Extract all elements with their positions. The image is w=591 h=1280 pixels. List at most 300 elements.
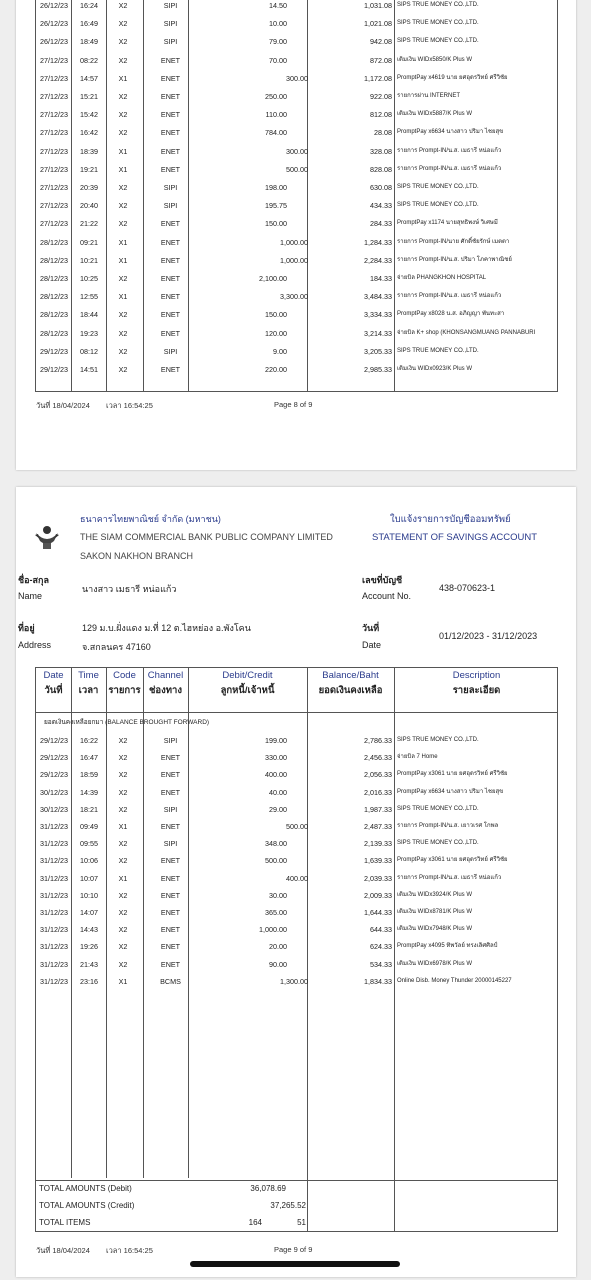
cell-debit: 330.00 [265,753,287,763]
table-row [36,234,559,251]
cell-description: รายการ Prompt-IN/น.ส. เยาวเรศ โกพล [397,823,499,829]
statement-page-8 [16,0,576,470]
cell-time: 19:26 [80,942,98,952]
cell-debit: 400.00 [265,770,287,780]
table-row [36,88,559,105]
cell-balance: 184.33 [370,274,392,283]
cell-time: 14:57 [80,73,98,83]
cell-time: 21:43 [80,959,98,969]
cell-description: รายการ Prompt-IN/น.ส. ปริมา โภคาพาณิชย์ [397,256,512,263]
table-row [36,325,559,342]
cell-time: 18:49 [80,37,98,47]
cell-code: X2 [118,110,128,120]
table-row [36,270,559,287]
cell-code: X2 [118,839,128,849]
cell-code: X1 [118,146,128,156]
cell-description: Online Disb. Money Thunder 20000145227 [397,977,512,984]
cell-balance: 3,205.33 [364,346,392,356]
cell-debit: 70.00 [269,55,287,65]
table-row [36,52,559,69]
account-number: 438-070623-1 [439,583,496,593]
cell-date: 27/12/23 [40,146,68,156]
cell-debit: 40.00 [269,787,287,797]
cell-channel: ENET [160,822,181,831]
account-label-en: Account No. [362,591,412,601]
cell-description: เติมเงิน WIDx7948/K Plus W [397,926,472,933]
table-row [36,252,559,269]
cell-time: 18:44 [80,310,98,320]
cell-date: 29/12/23 [40,770,68,780]
cell-time: 14:51 [80,365,98,374]
cell-date: 27/12/23 [40,73,68,83]
cell-debit: 784.00 [265,128,287,138]
cell-time: 10:06 [80,856,98,866]
table-row [36,0,559,14]
cell-description: SIPS TRUE MONEY CO.,LTD. [397,184,479,190]
cell-time: 16:49 [80,19,98,29]
cell-channel: ENET [160,925,181,935]
cell-description: จ่ายบิล PHANGKHON HOSPITAL [397,275,487,281]
cell-debit: 14.50 [269,1,287,10]
col-header-description: Description รายละเอียด [452,670,501,696]
cell-channel: ENET [160,959,181,969]
cell-debit: 220.00 [265,365,287,374]
cell-code: X2 [118,787,128,797]
cell-description: PromptPay x4095 ทิพวัลย์ ทรงเลิศศิลป์ [397,943,498,950]
cell-code: X2 [118,942,128,952]
cell-date: 29/12/23 [40,753,68,763]
cell-description: จ่ายบิล K+ shop (KHONSANGMUANG PANNABURI [397,329,536,336]
date-label-th: วันที่ [362,623,380,633]
cell-channel: SIPI [163,839,178,849]
col-header-time: Time เวลา [78,670,99,696]
table-row [36,801,559,818]
cell-description: SIPS TRUE MONEY CO.,LTD. [397,840,479,847]
print-time: เวลา 16:54:25 [106,1246,153,1255]
cell-description: PromptPay x6634 นางสาว ปริมา ไชยสุข [397,788,504,795]
cell-channel: SIPI [163,1,178,10]
address-label-th: ที่อยู่ [18,623,35,633]
cell-time: 10:10 [80,890,98,900]
cell-description: SIPS TRUE MONEY CO.,LTD. [397,202,479,209]
cell-description: จ่ายบิล 7 Home [397,754,438,761]
cell-channel: ENET [160,908,181,917]
cell-balance: 3,334.33 [364,310,392,320]
balance-brought-forward: ยอดเงินคงเหลือยกมา (BALANCE BROUGHT FORWARD) [44,719,210,726]
cell-code: X2 [118,92,128,101]
address-line-1: 129 ม.บ.ฝั่งแดง ม.ที่ 12 ต.ไฮหย่อง อ.พังโคน [82,623,251,633]
cell-credit: 300.00 [286,73,308,83]
cell-date: 30/12/23 [40,787,68,797]
cell-date: 29/12/23 [40,346,68,356]
cell-date: 27/12/23 [40,92,68,101]
cell-date: 31/12/23 [40,890,68,900]
cell-time: 18:21 [80,804,98,814]
cell-time: 23:16 [80,976,98,986]
cell-date: 28/12/23 [40,328,68,338]
cell-time: 09:55 [80,839,98,849]
account-holder-name: นางสาว เมธารี หน่อแก้ว [82,584,177,594]
cell-debit: 1,000.00 [259,925,287,935]
cell-time: 14:39 [80,787,98,797]
cell-credit: 3,300.00 [280,292,308,302]
cell-time: 08:12 [80,346,98,356]
table-row [36,956,559,973]
bank-name-th: ธนาคารไทยพาณิชย์ จำกัด (มหาชน) [80,514,221,524]
table-row [36,835,559,852]
cell-channel: ENET [160,787,181,797]
cell-time: 19:23 [80,328,98,338]
date-label-en: Date [362,640,382,650]
cell-debit: 150.00 [265,310,287,320]
cell-balance: 284.33 [370,219,392,229]
total-debit-label: TOTAL AMOUNTS (Debit) [39,1184,132,1193]
cell-channel: SIPI [163,736,178,745]
table-row [36,852,559,869]
cell-description: เติมเงิน WIDx0923/K Plus W [397,366,472,372]
cell-channel: SIPI [163,201,178,211]
cell-debit: 29.00 [269,804,287,814]
cell-channel: ENET [160,255,181,265]
cell-time: 15:42 [80,110,98,120]
home-indicator[interactable] [190,1261,400,1267]
table-row [36,15,559,32]
table-row [36,343,559,360]
total-credit-label: TOTAL AMOUNTS (Credit) [39,1201,135,1210]
table-row [36,288,559,305]
cell-balance: 28.08 [374,128,392,138]
cell-date: 26/12/23 [40,37,68,47]
cell-date: 30/12/23 [40,804,68,814]
cell-code: X2 [118,804,128,814]
cell-description: เติมเงิน WIDx6978/K Plus W [397,960,472,967]
cell-balance: 828.08 [370,164,392,174]
cell-date: 31/12/23 [40,839,68,849]
cell-balance: 2,456.33 [364,753,392,763]
cell-date: 28/12/23 [40,292,68,302]
cell-credit: 500.00 [286,822,308,831]
address-label-en: Address [18,640,52,650]
cell-channel: ENET [160,92,181,101]
page-number: Page 8 of 9 [274,400,313,409]
cell-date: 27/12/23 [40,164,68,174]
cell-credit: 400.00 [286,873,308,883]
table-row [36,887,559,904]
print-time: เวลา 16:54:25 [106,401,153,410]
address-line-2: จ.สกลนคร 47160 [82,642,151,652]
cell-date: 27/12/23 [40,201,68,211]
cell-channel: ENET [160,164,181,174]
cell-channel: ENET [160,55,181,65]
cell-time: 16:24 [80,1,98,10]
cell-date: 26/12/23 [40,1,68,10]
col-header-debit-credit: Debit/Credit ลูกหนี้/เจ้าหนี้ [220,670,275,696]
table-row [36,818,559,835]
cell-code: X2 [118,736,128,745]
transactions-table-page-8 [35,0,558,392]
table-row [36,161,559,178]
cell-time: 21:22 [80,219,98,229]
cell-channel: ENET [160,873,181,883]
cell-balance: 2,786.33 [364,736,392,745]
cell-balance: 942.08 [370,37,392,47]
cell-date: 29/12/23 [40,365,68,374]
cell-debit: 250.00 [265,92,287,101]
cell-debit: 500.00 [265,856,287,866]
cell-code: X2 [118,890,128,900]
table-row [36,215,559,232]
cell-code: X2 [118,55,128,65]
cell-date: 31/12/23 [40,942,68,952]
cell-date: 31/12/23 [40,959,68,969]
cell-time: 18:39 [80,146,98,156]
statement-title-th: ใบแจ้งรายการบัญชีออมทรัพย์ [390,514,511,525]
total-debit-value: 36,078.69 [250,1184,286,1193]
cell-time: 10:21 [80,255,98,265]
cell-balance: 812.08 [370,110,392,120]
cell-code: X2 [118,310,128,320]
cell-balance: 534.33 [370,959,392,969]
totals-divider [36,1180,557,1181]
cell-channel: ENET [160,856,181,866]
cell-balance: 1,021.08 [364,19,392,29]
cell-date: 31/12/23 [40,873,68,883]
cell-description: PromptPay x3061 นาย ยศอุดรวิทย์ ศรีวิชัย [397,771,508,778]
cell-description: รายการ Prompt-IN/น.ส. เมธารี หน่อแก้ว [397,165,502,172]
cell-balance: 434.33 [370,201,392,211]
total-items-label: TOTAL ITEMS [39,1218,91,1227]
cell-time: 10:07 [80,873,98,883]
total-credit-value: 37,265.52 [270,1201,306,1210]
cell-description: เติมเงิน WIDx5850/K Plus W [397,56,472,63]
cell-balance: 1,172.08 [364,73,392,83]
cell-balance: 872.08 [370,55,392,65]
col-header-date: Date วันที่ [43,670,64,696]
cell-time: 16:47 [80,753,98,763]
cell-debit: 2,100.00 [259,274,287,283]
cell-description: เติมเงิน WIDx5887/K Plus W [397,111,472,118]
cell-description: รายการ Prompt-IN/น.ส. เมธารี หน่อแก้ว [397,147,502,154]
statement-title-en: STATEMENT OF SAVINGS ACCOUNT [372,532,538,543]
cell-debit: 110.00 [265,110,287,120]
cell-code: X2 [118,201,128,211]
cell-description: SIPS TRUE MONEY CO.,LTD. [397,20,479,27]
cell-balance: 3,214.33 [364,328,392,338]
cell-code: X2 [118,908,128,917]
table-row [36,143,559,160]
cell-balance: 1,834.33 [364,976,392,986]
cell-balance: 644.33 [370,925,392,935]
cell-date: 27/12/23 [40,128,68,138]
cell-channel: ENET [160,146,181,156]
cell-balance: 2,487.33 [364,822,392,831]
cell-code: X2 [118,274,128,283]
cell-code: X2 [118,183,128,192]
table-row [36,70,559,87]
branch-name: SAKON NAKHON BRANCH [80,551,194,561]
cell-time: 20:40 [80,201,98,211]
cell-debit: 199.00 [265,736,287,745]
balance-brought-forward-row [36,714,559,731]
cell-channel: ENET [160,365,181,374]
table-row [36,870,559,887]
cell-date: 27/12/23 [40,183,68,192]
cell-balance: 2,139.33 [364,839,392,849]
name-label-en: Name [18,591,43,601]
cell-debit: 79.00 [269,37,287,47]
cell-channel: ENET [160,274,181,283]
cell-code: X1 [118,822,128,831]
cell-description: PromptPay x6634 นางสาว ปริมา ไชยสุข [397,129,504,136]
cell-date: 29/12/23 [40,736,68,745]
cell-description: รายการ Prompt-IN/น.ส. เมธารี หน่อแก้ว [397,874,502,881]
cell-code: X2 [118,365,128,374]
cell-time: 20:39 [80,183,98,192]
cell-code: X1 [118,73,128,83]
table-row [36,124,559,141]
cell-time: 09:21 [80,237,98,247]
cell-channel: ENET [160,73,181,83]
cell-channel: SIPI [163,804,178,814]
table-row [36,361,559,378]
cell-debit: 9.00 [273,346,287,356]
cell-credit: 500.00 [286,164,308,174]
cell-channel: ENET [160,942,181,952]
cell-description: เติมเงิน WIDx3924/K Plus W [397,891,472,898]
cell-balance: 630.08 [370,183,392,192]
statement-period: 01/12/2023 - 31/12/2023 [439,631,538,641]
table-row [36,749,559,766]
cell-balance: 1,284.33 [364,237,392,247]
total-items-debit: 164 [248,1218,262,1227]
cell-channel: BCMS [160,976,181,986]
cell-date: 28/12/23 [40,255,68,265]
cell-code: X2 [118,753,128,763]
cell-balance: 2,284.33 [364,255,392,265]
cell-channel: ENET [160,753,181,763]
cell-channel: ENET [160,237,181,247]
cell-date: 31/12/23 [40,856,68,866]
cell-description: รายการ Prompt-IN/น.ส. เมธารี หน่อแก้ว [397,293,502,300]
table-row [36,921,559,938]
cell-channel: SIPI [163,19,178,29]
bank-name-en: THE SIAM COMMERCIAL BANK PUBLIC COMPANY LIMITED [80,532,333,542]
cell-date: 27/12/23 [40,110,68,120]
cell-code: X2 [118,925,128,935]
cell-channel: ENET [160,770,181,780]
cell-balance: 2,985.33 [364,365,392,374]
cell-time: 14:43 [80,925,98,935]
header-divider [36,712,557,713]
cell-balance: 1,987.33 [364,804,392,814]
cell-date: 31/12/23 [40,822,68,831]
cell-balance: 2,056.33 [364,770,392,780]
account-label-th: เลขที่บัญชี [362,575,403,585]
table-row [36,106,559,123]
cell-channel: ENET [160,110,181,120]
cell-code: X1 [118,873,128,883]
cell-date: 31/12/23 [40,925,68,935]
table-row [36,306,559,323]
cell-debit: 198.00 [265,183,287,192]
cell-code: X2 [118,328,128,338]
name-label-th: ชื่อ-สกุล [18,575,49,585]
cell-credit: 1,300.00 [280,976,308,986]
statement-page-9 [16,487,576,1277]
cell-channel: SIPI [163,37,178,47]
table-row [36,973,559,990]
cell-description: เติมเงิน WIDx8781/K Plus W [397,909,472,915]
cell-date: 27/12/23 [40,219,68,229]
cell-code: X1 [118,237,128,247]
cell-balance: 2,016.33 [364,787,392,797]
cell-date: 28/12/23 [40,310,68,320]
cell-time: 15:21 [80,92,98,101]
cell-description: PromptPay x8028 น.ส. อภิญญา พันทะสา [397,311,505,318]
cell-code: X2 [118,219,128,229]
table-row [36,784,559,801]
cell-debit: 20.00 [269,942,287,952]
col-header-code: Code รายการ [108,670,141,696]
cell-debit: 150.00 [265,219,287,229]
cell-description: SIPS TRUE MONEY CO.,LTD. [397,737,479,743]
cell-balance: 1,031.08 [364,1,392,10]
cell-time: 10:25 [80,274,98,283]
cell-debit: 195.75 [265,201,287,211]
cell-code: X2 [118,959,128,969]
cell-balance: 328.08 [370,146,392,156]
col-header-balance: Balance/Baht ยอดเงินคงเหลือ [318,670,383,696]
cell-code: X2 [118,128,128,138]
cell-channel: ENET [160,292,181,302]
cell-description: SIPS TRUE MONEY CO.,LTD. [397,347,479,354]
cell-debit: 348.00 [265,839,287,849]
cell-code: X1 [118,255,128,265]
cell-channel: ENET [160,310,181,320]
cell-code: X2 [118,346,128,356]
cell-balance: 624.33 [370,942,392,952]
table-row [36,766,559,783]
cell-date: 27/12/23 [40,55,68,65]
cell-balance: 1,639.33 [364,856,392,866]
cell-time: 14:07 [80,908,98,917]
table-row [36,938,559,955]
print-date: วันที่ 18/04/2024 [36,401,90,410]
cell-code: X2 [118,19,128,29]
bank-logo [34,523,60,551]
cell-code: X1 [118,976,128,986]
cell-date: 28/12/23 [40,274,68,283]
cell-channel: ENET [160,890,181,900]
print-date: วันที่ 18/04/2024 [36,1246,90,1255]
cell-debit: 120.00 [265,328,287,338]
cell-credit: 1,000.00 [280,255,308,265]
total-items-credit: 51 [297,1218,306,1227]
cell-channel: ENET [160,219,181,229]
table-row [36,179,559,196]
transactions-table-page-9 [35,667,558,1232]
cell-credit: 300.00 [286,146,308,156]
cell-channel: SIPI [163,346,178,356]
cell-code: X2 [118,770,128,780]
cell-description: PromptPay x3061 นาย ยศอุดรวิทย์ ศรีวิชัย [397,857,508,864]
cell-description: PromptPay x1174 นายสุทธิพงษ์ วิเศษมี [397,220,498,227]
cell-time: 16:42 [80,128,98,138]
col-header-channel: Channel ช่องทาง [147,670,184,696]
cell-code: X2 [118,856,128,866]
cell-channel: ENET [160,328,181,338]
cell-description: SIPS TRUE MONEY CO.,LTD. [397,38,479,45]
